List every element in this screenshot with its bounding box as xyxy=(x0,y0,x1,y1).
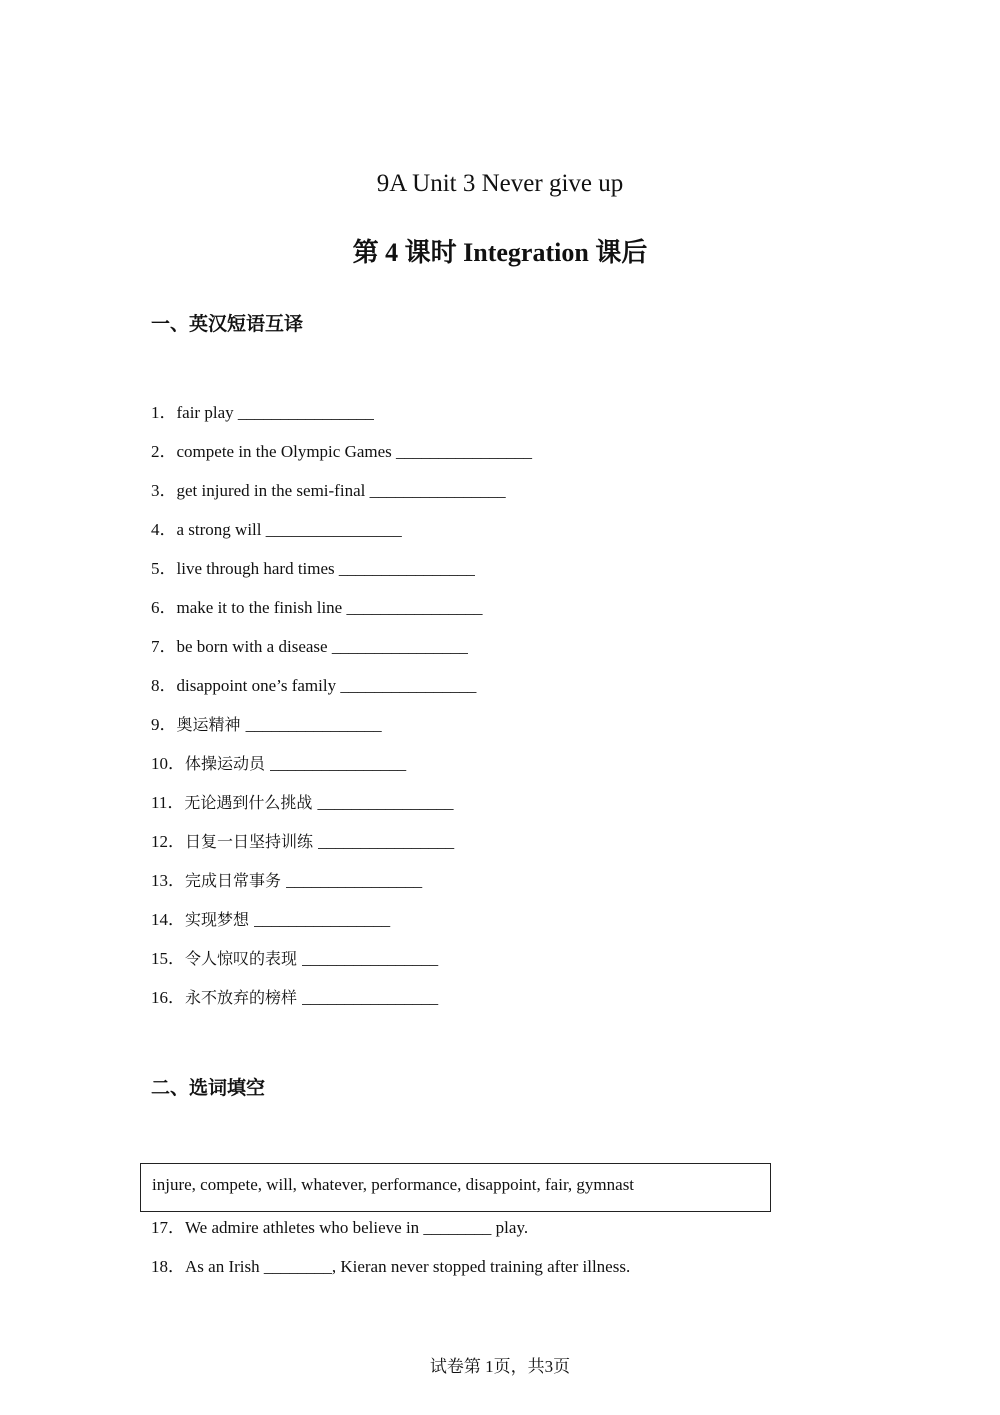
question-7 xyxy=(151,635,468,659)
question-text: 奥运精神 xyxy=(176,715,246,734)
question-number: 13． xyxy=(151,871,185,890)
answer-blank[interactable]: ________________ xyxy=(245,715,382,734)
answer-blank[interactable]: ________________ xyxy=(369,481,506,500)
question-number: 15． xyxy=(151,949,185,968)
question-text: 无论遇到什么挑战 xyxy=(184,793,318,812)
question-text: make it to the finish line xyxy=(176,598,347,617)
question-18 xyxy=(151,1255,630,1279)
question-text: disappoint one’s family xyxy=(176,676,341,695)
answer-blank[interactable]: ________________ xyxy=(237,403,374,422)
answer-blank[interactable]: ________________ xyxy=(396,442,533,461)
answer-blank[interactable]: ________________ xyxy=(254,910,391,929)
section-2-heading: 二、选词填空 xyxy=(151,1077,266,1099)
question-number: 16． xyxy=(151,988,185,1007)
question-number: 14． xyxy=(151,910,185,929)
answer-blank[interactable]: ________________ xyxy=(302,949,439,968)
question-number: 3． xyxy=(151,481,177,500)
page-footer: 试卷第 1页，共3页 xyxy=(429,1357,571,1376)
question-text: a strong will xyxy=(176,520,266,539)
question-14 xyxy=(151,908,390,932)
question-8 xyxy=(151,674,476,698)
answer-blank[interactable]: ________________ xyxy=(338,559,475,578)
question-text: be born with a disease xyxy=(176,637,332,656)
question-text: 令人惊叹的表现 xyxy=(185,949,303,968)
question-4 xyxy=(151,518,402,542)
question-number: 17． xyxy=(151,1218,185,1237)
answer-blank[interactable]: ________________ xyxy=(317,793,454,812)
answer-blank[interactable]: ________________ xyxy=(318,832,455,851)
question-text: We admire athletes who believe in ________ play. xyxy=(185,1218,529,1237)
question-number: 2． xyxy=(151,442,177,461)
word-bank-box xyxy=(140,1163,771,1212)
question-11 xyxy=(151,791,453,815)
question-text: 完成日常事务 xyxy=(185,871,287,890)
question-17 xyxy=(151,1216,528,1240)
question-16 xyxy=(151,986,438,1010)
question-10 xyxy=(151,752,406,776)
question-number: 8． xyxy=(151,676,177,695)
question-number: 4． xyxy=(151,520,177,539)
question-text: fair play xyxy=(176,403,238,422)
question-text: As an Irish ________, Kieran never stopped training after illness. xyxy=(185,1257,631,1276)
answer-blank[interactable]: ________________ xyxy=(340,676,477,695)
question-text: 体操运动员 xyxy=(185,754,271,773)
question-2 xyxy=(151,440,532,464)
answer-blank[interactable]: ________________ xyxy=(346,598,483,617)
question-number: 7． xyxy=(151,637,177,656)
question-12 xyxy=(151,830,454,854)
question-text: get injured in the semi-final xyxy=(176,481,370,500)
question-1 xyxy=(151,401,374,425)
question-text: 永不放弃的榜样 xyxy=(185,988,303,1007)
word-bank-text: injure, compete, will, whatever, performance, disappoint, fair, gymnast xyxy=(152,1175,635,1194)
question-text: 日复一日坚持训练 xyxy=(185,832,319,851)
question-number: 1． xyxy=(151,403,177,422)
question-number: 9． xyxy=(151,715,177,734)
section-1-heading: 一、英汉短语互译 xyxy=(151,313,304,335)
question-text: 实现梦想 xyxy=(185,910,255,929)
question-number: 12． xyxy=(151,832,185,851)
question-number: 5． xyxy=(151,559,177,578)
question-number: 10． xyxy=(151,754,185,773)
answer-blank[interactable]: ________________ xyxy=(331,637,468,656)
question-text: live through hard times xyxy=(176,559,339,578)
answer-blank[interactable]: ________________ xyxy=(302,988,439,1007)
question-9 xyxy=(151,713,382,737)
answer-blank[interactable]: ________________ xyxy=(265,520,402,539)
answer-blank[interactable]: ________________ xyxy=(270,754,407,773)
question-number: 11． xyxy=(151,793,185,812)
question-13 xyxy=(151,869,422,893)
question-text: compete in the Olympic Games xyxy=(176,442,397,461)
lesson-subtitle: 第 4 课时 Integration 课后 xyxy=(352,238,648,267)
question-15 xyxy=(151,947,438,971)
question-number: 18． xyxy=(151,1257,185,1276)
question-6 xyxy=(151,596,482,620)
question-number: 6． xyxy=(151,598,177,617)
answer-blank[interactable]: ________________ xyxy=(286,871,423,890)
document-title: 9A Unit 3 Never give up xyxy=(376,170,624,197)
question-5 xyxy=(151,557,475,581)
question-3 xyxy=(151,479,506,503)
